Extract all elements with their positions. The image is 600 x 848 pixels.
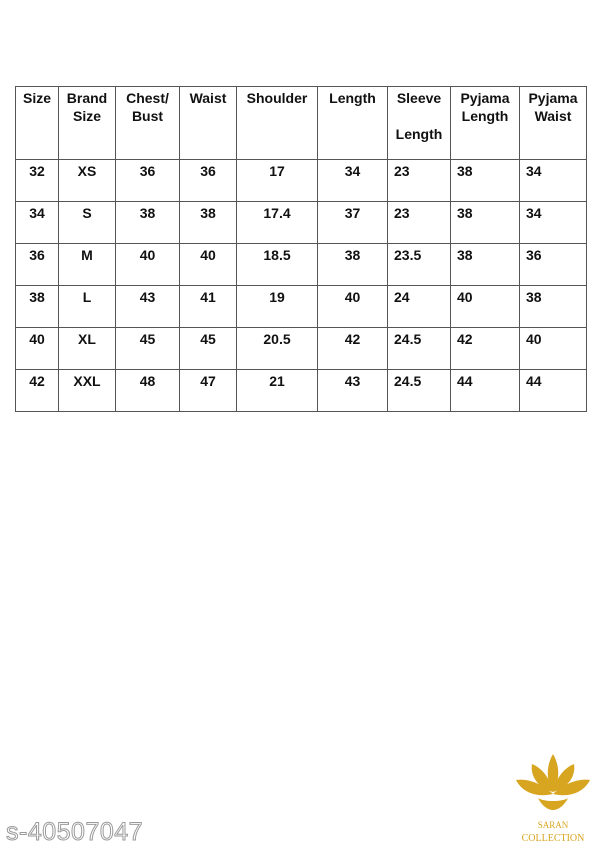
header-waist: Waist [180, 87, 237, 160]
table-cell-waist: 41 [180, 286, 237, 328]
table-cell-brand: XXL [59, 370, 116, 412]
table-cell-chest: 43 [116, 286, 180, 328]
table-cell-pyjama-waist: 40 [520, 328, 587, 370]
table-cell-chest: 38 [116, 202, 180, 244]
table-cell-length: 37 [318, 202, 388, 244]
lotus-icon [516, 754, 590, 810]
header-sleeve-length: Sleeve Length [388, 87, 451, 160]
table-cell-length: 34 [318, 160, 388, 202]
table-cell-length: 40 [318, 286, 388, 328]
header-length: Length [318, 87, 388, 160]
table-cell-pyjama-waist: 36 [520, 244, 587, 286]
table-cell-pyjama-length: 38 [451, 244, 520, 286]
table-cell-sleeve: 23.5 [388, 244, 451, 286]
table-cell-pyjama-waist: 34 [520, 160, 587, 202]
table-cell-waist: 40 [180, 244, 237, 286]
header-chest: Chest/ Bust [116, 87, 180, 160]
table-cell-shoulder: 19 [237, 286, 318, 328]
table-cell-size: 42 [16, 370, 59, 412]
table-cell-length: 43 [318, 370, 388, 412]
table-cell-shoulder: 17.4 [237, 202, 318, 244]
table-cell-length: 42 [318, 328, 388, 370]
table-cell-size: 36 [16, 244, 59, 286]
table-cell-brand: XS [59, 160, 116, 202]
table-cell-size: 40 [16, 328, 59, 370]
header-brand-size: Brand Size [59, 87, 116, 160]
table-row [16, 244, 587, 286]
header-pyjama-waist: Pyjama Waist [520, 87, 587, 160]
logo-text-collection: COLLECTION [521, 833, 585, 844]
table-cell-brand: S [59, 202, 116, 244]
header-shoulder: Shoulder [237, 87, 318, 160]
product-id-watermark: s-40507047 [6, 818, 144, 846]
table-cell-size: 38 [16, 286, 59, 328]
table-cell-shoulder: 21 [237, 370, 318, 412]
size-chart-table [15, 86, 587, 412]
table-cell-pyjama-length: 44 [451, 370, 520, 412]
header-size: Size [16, 87, 59, 160]
table-cell-chest: 45 [116, 328, 180, 370]
table-cell-shoulder: 20.5 [237, 328, 318, 370]
table-cell-waist: 45 [180, 328, 237, 370]
table-cell-size: 32 [16, 160, 59, 202]
table-cell-pyjama-length: 40 [451, 286, 520, 328]
table-row [16, 370, 587, 412]
header-row [16, 87, 587, 160]
table-cell-sleeve: 24 [388, 286, 451, 328]
header-pyjama-length: Pyjama Length [451, 87, 520, 160]
table-cell-length: 38 [318, 244, 388, 286]
table-cell-pyjama-length: 42 [451, 328, 520, 370]
saran-collection-logo [508, 748, 598, 846]
table-cell-pyjama-waist: 34 [520, 202, 587, 244]
table-cell-pyjama-length: 38 [451, 160, 520, 202]
table-row [16, 286, 587, 328]
table-cell-shoulder: 18.5 [237, 244, 318, 286]
table-cell-sleeve: 24.5 [388, 370, 451, 412]
table-cell-sleeve: 23 [388, 160, 451, 202]
logo-text-saran: SARAN [537, 820, 569, 830]
table-cell-waist: 47 [180, 370, 237, 412]
table-cell-sleeve: 24.5 [388, 328, 451, 370]
table-row [16, 328, 587, 370]
table-row [16, 160, 587, 202]
table-cell-pyjama-length: 38 [451, 202, 520, 244]
table-cell-size: 34 [16, 202, 59, 244]
table-cell-brand: M [59, 244, 116, 286]
table-cell-waist: 36 [180, 160, 237, 202]
table-cell-chest: 48 [116, 370, 180, 412]
table-cell-chest: 36 [116, 160, 180, 202]
table-cell-brand: XL [59, 328, 116, 370]
table-cell-pyjama-waist: 38 [520, 286, 587, 328]
table-cell-shoulder: 17 [237, 160, 318, 202]
table-row [16, 202, 587, 244]
table-cell-pyjama-waist: 44 [520, 370, 587, 412]
table-cell-sleeve: 23 [388, 202, 451, 244]
table-cell-brand: L [59, 286, 116, 328]
table-cell-waist: 38 [180, 202, 237, 244]
table-cell-chest: 40 [116, 244, 180, 286]
